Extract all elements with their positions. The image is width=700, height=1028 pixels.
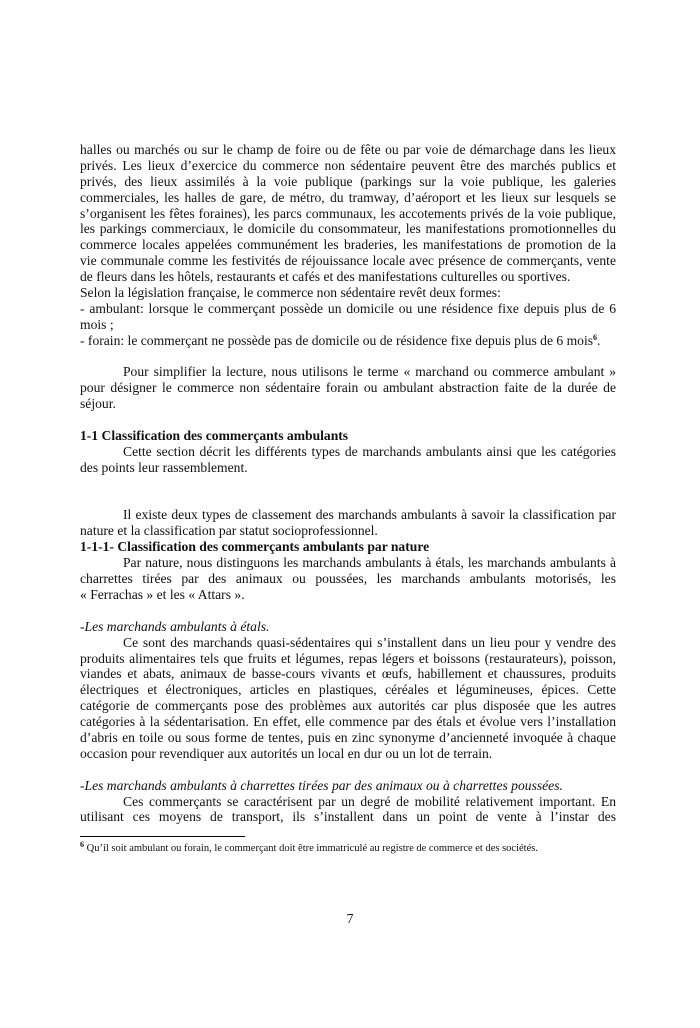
text-line	[80, 714, 616, 730]
text-line	[80, 698, 616, 714]
line-text: séjour.	[80, 396, 116, 412]
line-text: mois ;	[80, 316, 114, 332]
blank-line	[80, 349, 616, 365]
blank-line	[80, 412, 616, 428]
line-text: Cette section décrit les différents types de marchands ambulants ainsi que les catégories	[123, 443, 616, 459]
text-line	[80, 221, 616, 237]
text-line	[80, 380, 616, 396]
section-heading	[80, 428, 616, 444]
line-text: commerce locales appelées communément les braderies, les manifestations de promotion de la	[80, 237, 616, 253]
text-line	[80, 730, 616, 746]
line-text: Ces commerçants se caractérisent par un degré de mobilité relativement important. En	[123, 793, 616, 809]
line-text: produits alimentaires tels que fruits et légumes, repas légers et boissons (restaurateurs), poisson,	[80, 650, 616, 666]
blank-line	[80, 762, 616, 778]
text-line	[80, 285, 616, 301]
line-text: utilisant ces moyens de transport, ils s’installent dans un point de vente à l’instar des	[80, 809, 616, 825]
text-line	[80, 666, 616, 682]
line-text: - ambulant: lorsque le commerçant possède un domicile ou une résidence fixe depuis plus de 6	[80, 300, 616, 316]
line-text: charrettes tirées par des animaux ou poussées, les marchands ambulants motorisés, les	[80, 571, 616, 587]
text-line	[80, 237, 616, 253]
line-text: pour désigner le commerce non sédentaire forain ou ambulant abstraction faite de la durée de	[80, 380, 616, 396]
blank-line	[80, 492, 616, 508]
text-line	[80, 396, 616, 412]
line-text: Selon la législation française, le commerce non sédentaire revêt deux formes:	[80, 285, 501, 301]
line-text: Ce sont des marchands quasi-sédentaires qui s’installent dans un lieu pour y vendre des	[123, 634, 616, 650]
blank-line	[80, 476, 616, 492]
line-text: « Ferrachas » et les « Attars ».	[80, 586, 245, 602]
text-line	[80, 174, 616, 190]
line-text: s’organisent les fêtes foraines), les parcs communaux, les accotements privés de la voie publique,	[80, 205, 616, 221]
blank-line	[80, 603, 616, 619]
line-text: 1-1-1- Classification des commerçants ambulants par nature	[80, 539, 430, 555]
line-text: les parkings commerciaux, le domicile du consommateur, les manifestations promotionnelles du	[80, 221, 616, 237]
text-line	[80, 746, 616, 762]
text-line	[80, 460, 616, 476]
text-line	[80, 190, 616, 206]
text-line	[80, 523, 616, 539]
line-text: catégorie de commerçants pose des problèmes aux autorités car plus disposée que les autres	[80, 698, 616, 714]
line-text: Il existe deux types de classement des marchands ambulants à savoir la classification par	[123, 507, 616, 523]
line-text: 1-1 Classification des commerçants ambulants	[80, 428, 349, 444]
line-text: d’abris en toile ou sous forme de tentes, puis en zinc synonyme d’ancienneté invoquée à chaque	[80, 729, 616, 745]
text-line	[80, 301, 616, 317]
line-text: de fleurs dans les hôtels, restaurants et cafés et des manifestations culturelles ou sportives.	[80, 269, 571, 285]
subsection-heading	[80, 778, 616, 794]
text-line	[80, 507, 616, 523]
text-line	[80, 635, 616, 651]
line-text: privés. Les lieux d’exercice du commerce non sédentaire peuvent être des marchés publics et	[80, 157, 616, 173]
subsection-heading	[80, 619, 616, 635]
text-line	[80, 269, 616, 285]
section-heading	[80, 539, 616, 555]
footnote-number: 6	[80, 840, 84, 849]
line-text: occasion pour revendiquer aux autorités un local en dur ou un lot de terrain.	[80, 745, 493, 761]
text-line	[80, 794, 616, 810]
line-text: vie communale comme les festivités de réjouissance locale avec présence de commerçants, vente	[80, 253, 616, 269]
line-text: catégories à la sédentarisation. En effet, elle commence par des étals et évolue vers l’installation	[80, 714, 616, 730]
text-line	[80, 158, 616, 174]
text-line	[80, 206, 616, 222]
line-text: -Les marchands ambulants à étals.	[80, 618, 270, 634]
text-line	[80, 651, 616, 667]
line-text: privés, des lieux assimilés à la voie publique (parkings sur la voie publique, les galeries	[80, 173, 616, 189]
text-line	[80, 142, 616, 158]
text-line	[80, 682, 616, 698]
text-line	[80, 364, 616, 380]
footnote-text: Qu’il soit ambulant ou forain, le commerçant doit être immatriculé au registre de commerce et des sociétés.	[86, 843, 538, 854]
line-text: nature et la classification par statut socioprofessionnel.	[80, 523, 378, 539]
text-line	[80, 555, 616, 571]
line-text: - forain: le commerçant ne possède pas de domicile ou de résidence fixe depuis plus de 6 mois	[80, 332, 594, 348]
footnote-separator	[80, 836, 245, 837]
text-line: - forain: le commerçant ne possède pas de domicile ou de résidence fixe depuis plus de 6 mois$^6$.	[80, 332, 601, 348]
line-text: viandes et abats, animaux de basse-cours vivants et œufs, habillement et chaussures, produits	[80, 666, 616, 682]
line-text: Par nature, nous distinguons les marchands ambulants à étals, les marchands ambulants à	[123, 555, 616, 571]
text-line	[80, 317, 616, 333]
line-text: Pour simplifier la lecture, nous utilisons le terme « marchand ou commerce ambulant »	[123, 364, 616, 380]
text-line	[80, 587, 616, 603]
line-text: halles ou marchés ou sur le champ de foire ou de fête ou par voie de démarchage dans les lieux	[80, 142, 616, 157]
text-line	[80, 253, 616, 269]
line-text: -Les marchands ambulants à charrettes tirées par des animaux ou à charrettes poussées.	[80, 777, 563, 793]
body-text	[80, 142, 616, 825]
footnote	[80, 840, 538, 854]
page-number: 7	[346, 911, 354, 926]
line-text: électriques et électroniques, articles en plastiques, céréales et légumineuses, épices. Cette	[80, 682, 616, 698]
line-text: des points leur rassemblement.	[80, 459, 248, 475]
text-line	[80, 571, 616, 587]
line-text: commerciales, les halles de gare, de métro, du tramway, d’aéroport et les lieux sur lesquels se	[80, 189, 616, 205]
text-line	[80, 809, 616, 825]
text-line	[80, 444, 616, 460]
footnote-reference[interactable]: 6	[593, 332, 598, 342]
